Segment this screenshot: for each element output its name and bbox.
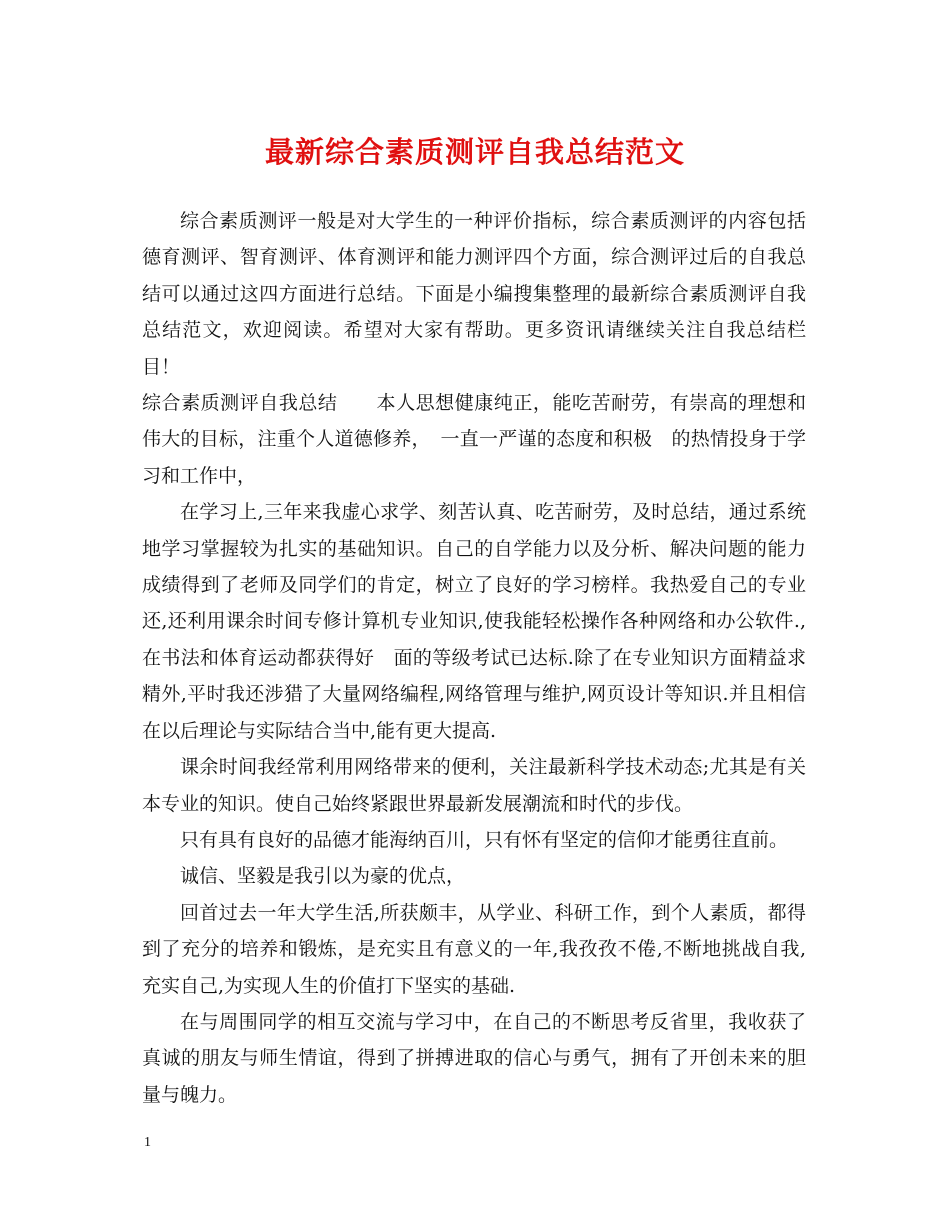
paragraph-morality: 只有具有良好的品德才能海纳百川，只有怀有坚定的信仰才能勇往直前。 [180, 828, 789, 851]
paragraph-spare-time: 课余时间我经常利用网络带来的便利，关注最新科学技术动态;尤其是有关本专业的知识。使自己始终紧跟世界最新发展潮流和时代的步伐。 [142, 756, 806, 815]
paragraph-study: 在学习上,三年来我虚心求学、刻苦认真、吃苦耐劳，及时总结，通过系统地学习掌握较为扎实的基础知识。自己的自学能力以及分析、解决问题的能力 成绩得到了老师及同学们的肯定，树立了良好的学习榜样。我热爱自己的专业还,还利用课余时间专修计算机专业知识,使我能轻松操作各种网络和办公软件.,在书法和体育运动都获得好 面的等级考试已达标.除了在专业知识方面精益求精外,平时我还涉猎了大量网络编程,网络管理与维护,网页设计等知识.并且相信在以后理论与实际结合当中,能有更大提高. [142, 501, 826, 742]
paragraph-summary-heading: 综合素质测评自我总结 本人思想健康纯正，能吃苦耐劳，有崇高的理想和伟大的目标，注重个人道德修养， 一直一严谨的态度和积极 的热情投身于学习和工作中， [142, 392, 806, 487]
document-title: 最新综合素质测评自我总结范文 [264, 135, 685, 169]
paragraph-review: 回首过去一年大学生活,所获颇丰，从学业、科研工作，到个人素质，都得到了充分的培养和锻炼，是充实且有意义的一年,我孜孜不倦,不断地挑战自我,充实自己,为实现人生的价值打下坚实的基础. [142, 901, 806, 997]
paragraph-integrity: 诚信、坚毅是我引以为豪的优点， [180, 865, 466, 888]
paragraph-classmates: 在与周围同学的相互交流与学习中，在自己的不断思考反省里，我收获了真诚的朋友与师生情谊，得到了拼搏进取的信心与勇气，拥有了开创未来的胆量与魄力。 [142, 1010, 806, 1106]
page-number: 1 [144, 1135, 151, 1150]
paragraph-intro: 综合素质测评一般是对大学生的一种评价指标，综合素质测评的内容包括德育测评、智育测评、体育测评和能力测评四个方面，综合测评过后的自我总结可以通过这四方面进行总结。下面是小编搜集整理的最新综合素质测评自我总结范文，欢迎阅读。希望对大家有帮助。更多资讯请继续关注自我总结栏目！ [142, 210, 806, 378]
document-body [142, 203, 826, 1113]
